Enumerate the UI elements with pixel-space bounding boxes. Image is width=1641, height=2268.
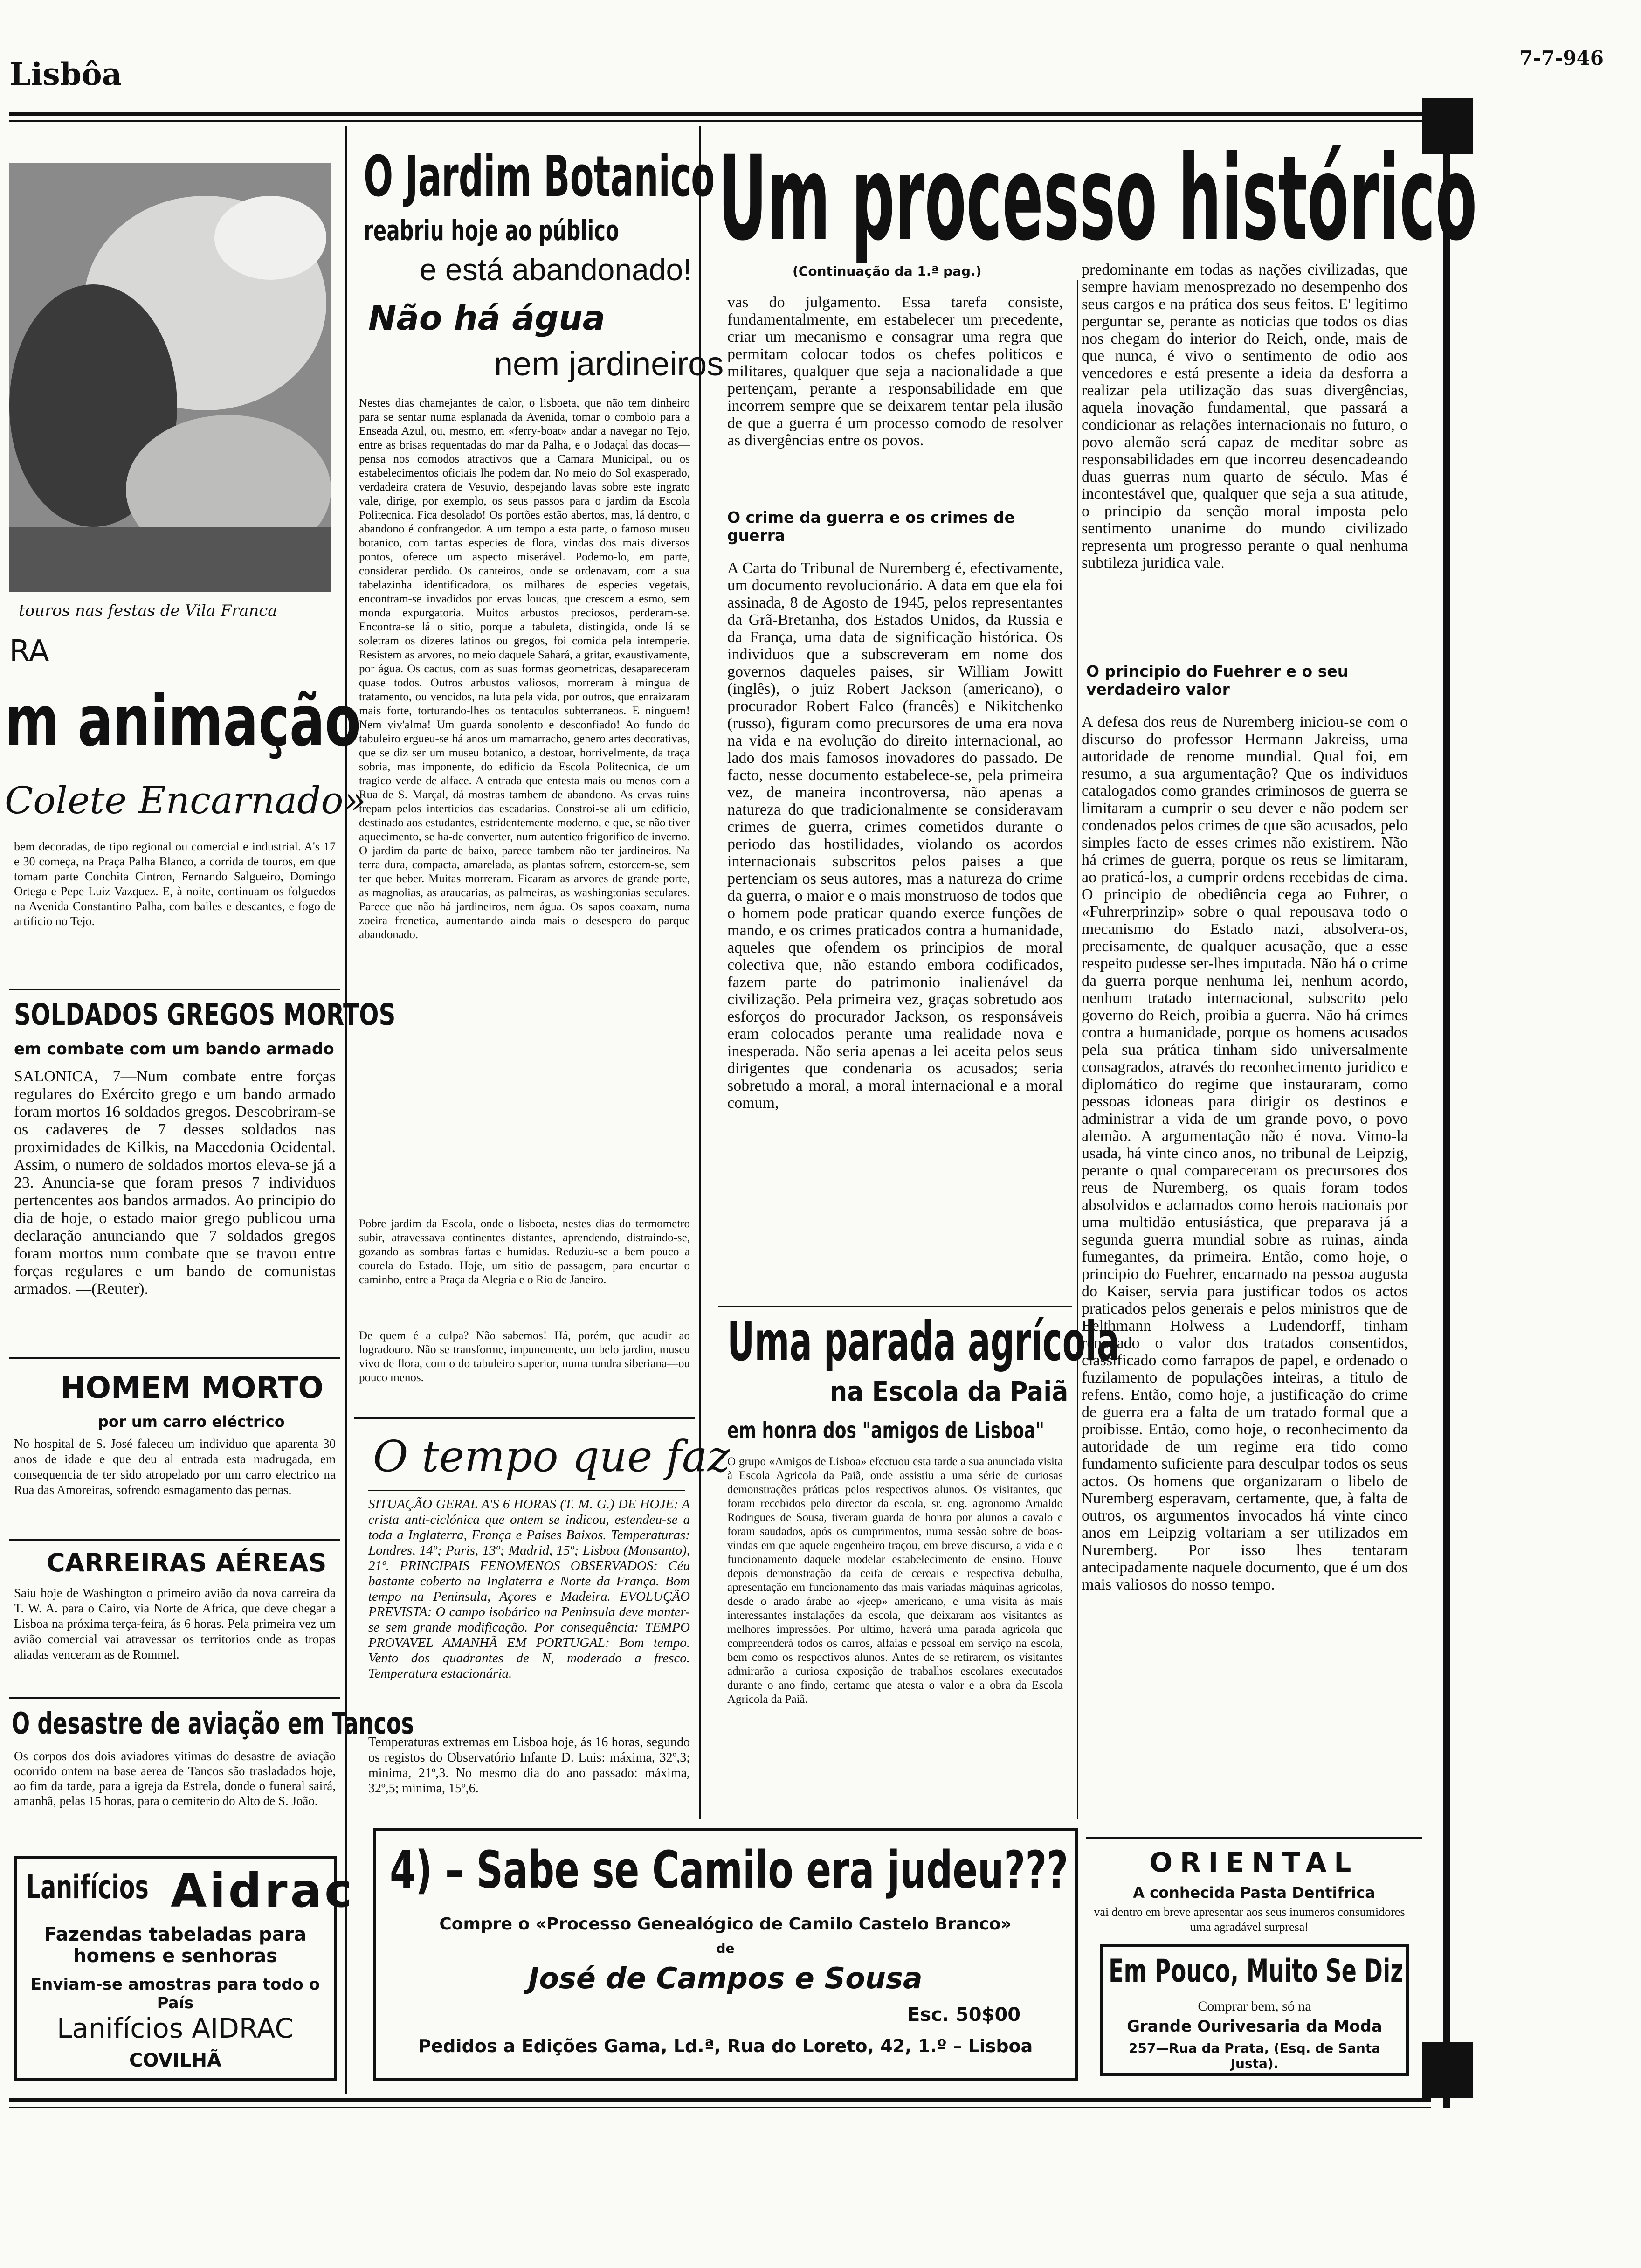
ad-camilo-title: 4) – Sabe se Camilo era judeu??? [390, 1840, 1069, 1900]
processo-col2b: A defesa dos reus de Nuremberg iniciou-se com o discurso do professor Hermann Jakreiss, uma autoridade de renome mundial. Qual foi, em resumo, a sua argumentação? Que os individuos catalogados como grandes criminosos de guerra se limitaram a cumprir o seu dever e não podem ser condenados pelos crimes de que são acusados, pelo simples facto de esses crimes não existirem. Não há crimes de guerra, porque os reus se limitaram, ao praticá-los, a cumprir ordens recebidas de cima. O principio de obediência cega ao Fuhrer, o «Fuhrerprinzip» sobre o qual repousava todo o mecanismo do Estado nazi, absolvera-os, precisamente, de qualquer acusação, que a esse respeito pudesse ser-lhes imputada. Não há o crime da guerra porque nenhuma lei, nenhum acordo, nenhum tratado internacional, subscrito pelo governo do Reich, proibia a guerra. Não há crimes contra a humanidade, porque os homens acusados pela sua prática tinham sido universalmente consagrados, através do reconhecimento juridico e diplomático do regime que instauraram, como pessoas idoneas para dirigir os destinos e administrar a vida de um grande povo, o povo alemão. A argumentação não é nova. Vimo-la usada, há vinte cinco anos, no tribunal de Leipzig, perante o qual compareceram os precursores dos reus de Nuremberg, os quais foram todos absolvidos e aclamados como herois nacionais por uma multidão entusiástica, que preparava já a segunda guerra mundial sobre as ruinas, ainda fumegantes, da primeira. Então, como hoje, o principio do Fuehrer, encarnado na pessoa augusta do Kaiser, servia para justificar todos os actos praticados pelos generais e pelos ministros que de Belthmann Holwess a Ludendorff, tinham renegado o valor dos tratados consentidos, classificado como farrapos de papel, e ordenado o fuzilamento de populações inteiras, a titulo de refens. Então, como hoje, a justificação do crime de guerra era a falta de um tratado formal que a proibisse. Então, como hoje, o reconhecimento da autoridade de um regime era tido como fundamento suficiente para desculpar todos os seus actos. Os homens que organizaram o libelo de Nuremberg esperavam, certamente, que, à falta de outros, os argumentos invocados há vinte cinco anos em Leipzig voltariam a ser utilizados em Nuremberg. Por isso lhes tentaram antecipadamente naquele documento, que é um dos mais valiosos do nosso tempo. [1082, 713, 1408, 1593]
divider [368, 1490, 685, 1491]
photo-caption: touros nas festas de Vila Franca [19, 602, 277, 620]
divider [9, 989, 340, 990]
soldados-body: SALONICA, 7—Num combate entre forças regulares do Exército grego e um bando armado foram mortos 16 soldados gregos. Descobriram-se os cadaveres de 7 desses soldados nas proximidades de Kilkis, na Macedonia Ocidental. Assim, o numero de soldados mortos eleva-se já a 23. Anuncia-se que foram presos 7 individuos pertencentes aos bandos armados. Ao principio do dia de hoje, o estado maior grego publicou uma declaração anunciando que 7 soldados gregos foram mortos num combate que se travou entre forças regulares e um bando de comunistas armados. —(Reuter). [14, 1068, 336, 1298]
bullfight-photo [9, 163, 331, 592]
left-body: bem decoradas, de tipo regional ou comercial e industrial. A's 17 e 30 começa, na Praça Palha Blanco, a corrida de touros, em que tomam parte Conchita Cintron, Fernando Salgueiro, Domingo Ortega e Pepe Luiz Vazquez. E, à noite, continuam os folguedos na Avenida Constantino Palha, com bailes e descantes, e fogo de artificio no Tejo. [14, 840, 336, 928]
processo-headline: Um processo histórico [718, 131, 1477, 266]
column-divider [345, 126, 347, 2094]
photo-image [9, 163, 331, 592]
homem-subhead: por um carro eléctrico [98, 1413, 285, 1431]
ad-camilo-l4: Pedidos a Edições Gama, Ld.ª, Rua do Loreto, 42, 1.º – Lisboa [418, 2036, 1033, 2056]
divider [1086, 1837, 1422, 1839]
ad-aidrac [14, 1856, 355, 2081]
jardim-sub1: reabriu hoje ao público [364, 214, 619, 247]
processo-continuation: (Continuação da 1.ª pag.) [793, 263, 982, 279]
ad-pouco-title: Em Pouco, Muito Se Diz [1109, 1953, 1404, 1990]
tempo-body1: SITUAÇÃO GERAL A'S 6 HORAS (T. M. G.) DE HOJE: A crista anti-ciclónica que ontem se indicou, estendeu-se a toda a Inglaterra, França e Paises Baixos. Temperaturas: Londres, 14º; Paris, 13º; Madrid, 15º; Lisboa (Monsanto), 21º. PRINCIPAIS FENOMENOS OBSERVADOS: Céu bastante coberto na Inglaterra e Norte da França. Bom tempo na Peninsula, Açores e Madeira. EVOLUÇÃO PREVISTA: O campo isobárico na Peninsula deve manter-se sem grande modificação. Por consequência: TEMPO PROVAVEL AMANHÃ EM PORTUGAL: Bom tempo. Vento dos quadrantes de N, moderado a fresco. Temperatura estacionária. [368, 1497, 690, 1681]
top-rule-thin [9, 120, 1431, 122]
divider [9, 1539, 340, 1541]
fragment-letters: RA [9, 634, 49, 669]
desastre-headline: O desastre de aviação em Tancos [12, 1707, 414, 1741]
parada-body: O grupo «Amigos de Lisboa» efectuou esta tarde a sua anunciada visita à Escola Agricola da Paiã, onde assistiu a uma série de curiosas demonstrações práticas pelos respectivos alunos. Os visitantes, que foram recebidos pelo director da escola, sr. eng. agronomo Arnaldo Rodrigues de Sousa, tiveram guarda de honra por alunos a cavalo e foram saudados, após os cumprimentos, numa sessão sobre de boas-vindas em que aquele engenheiro traçou, em breve discurso, a vida e o funcionamento daquele modelar estabelecimento de ensino. Houve depois demonstração da ceifa de cereais e respectiva debulha, apresentação em funcionamento das mais variadas máquinas agricolas, desde o arado árabe ao «jeep» americano, e uma visita às mais interessantes instalações da escola, que deixaram aos visitantes as melhores impressões. Por ultimo, haverá uma parada agricola que compreenderá todos os carros, alfaias e pessoal em serviço na escola, bem como os respectivos alunos. Antes de se retirarem, os visitantes admirarão a curiosa exposição de trabalhos escolares executados durante o ano findo, certame que atesta o valor e a obra da Escola Agricola da Paiã. [727, 1455, 1063, 1706]
jardim-body3: De quem é a culpa? Não sabemos! Há, porém, que acudir ao logradouro. Não se transforme, impunemente, um belo jardim, museu vivo de flora, com o do tabuleiro superior, numa tundra siberiana—ou pouco menos. [359, 1329, 690, 1384]
column-divider [1077, 280, 1078, 1819]
soldados-subhead: em combate com um bando armado [14, 1040, 334, 1058]
divider [718, 1306, 1072, 1307]
divider [354, 1418, 695, 1419]
left-headline: m animação [5, 681, 361, 762]
ad-em-pouco [1100, 1944, 1409, 2076]
jardim-headline: O Jardim Botanico [364, 145, 715, 209]
processo-sub2: O principio do Fuehrer e o seu verdadeiro valor [1086, 662, 1349, 698]
processo-col1b: A Carta do Tribunal de Nuremberg é, efectivamente, um documento revolucionário. A data em que ela foi assinada, 8 de Agosto de 1945, pelos representantes da Grã-Bretanha, dos Estados Unidos, da Russia e da França, uma data de significação histórica. Os individuos que a subscreveram em nome dos governos daqueles paises, sir William Jowitt (inglês), o juiz Robert Jackson (americano), o procurador Robert Falco (francês) e Nikitchenko (russo), figuram como precursores de uma era nova na vida e na evolução do direito internacional, ao lado dos mais famosos inovadores do passado. De facto, nesse documento estabelece-se, pela primeira vez, de maneira incontroversa, não apenas a natureza do que tradicionalmente se consideravam crimes de guerra, crimes cometidos durante o periodo das hostilidades, violando os acordos internacionais subscritos pelos paises a que pertenciam os seus autores, mas a natureza do crime da guerra, o maior e o mais monstruoso de todos que o homem pode praticar quando exerce funções de mando, e os crimes praticados contra a humanidade, aqueles que ofendem os principios de moral colectiva que, não estando embora codificados, fazem parte do patrimonio inalienável da civilização. Pela primeira vez, graças sobretudo aos esforços do procurador Jackson, os responsáveis eram colocados perante uma realidade nova e inesperada. Não seria apenas a lei aceita pelos seus dirigentes que condenaria os acusados; seria sobretudo a moral, a moral internacional e a moral comum, [727, 560, 1063, 1112]
bottom-rule [9, 2098, 1431, 2102]
masthead: Lisbôa [9, 56, 122, 92]
ad-aidrac-l1: Lanifícios [26, 1868, 149, 1906]
ad-camilo [373, 1828, 1078, 2081]
ad-aidrac-l4: Enviam-se amostras para todo o País [30, 1975, 320, 2012]
processo-col1: vas do julgamento. Essa tarefa consiste, fundamentalmente, em estabelecer um precedente, criar um mecanismo e consagrar uma regra que permitam colocar todos os chefes politicos e militares, qualquer que seja a nacionalidade a que pertençam, perante a responsabilidade em que incorrem sempre que se deixarem tentar pela ilusão de que a guerra é um processo comodo de resolver as divergências entre os povos. [727, 294, 1063, 449]
tempo-headline: O tempo que faz [373, 1431, 731, 1481]
tempo-body2: Temperaturas extremas em Lisboa hoje, ás 16 horas, segundo os registos do Observatório Infante D. Luis: máxima, 32º,3; minima, 21º,3. No mesmo dia do ano passado: máxima, 32º,5; minima, 15º,6. [368, 1735, 690, 1796]
right-frame-block-bottom [1422, 2042, 1473, 2098]
jardim-body1: Nestes dias chamejantes de calor, o lisboeta, que não tem dinheiro para se sentar numa esplanada da Avenida, tomar o comboio para a Enseada Azul, ou, mesmo, em «ferry-boat» andar a navegar no Tejo, entre as brisas requentadas do mar da Palha, e o Jodaçal das docas—pensa nos comodos atractivos que a Camara Municipal, ou os estabelecimentos oficiais lhe podem dar. No meio do Sol exasperado, verdadeira cratera de Vesuvio, despejando lavas sobre este ingrato vale, dirige, por exemplo, os seus passos para o jardim da Escola Politecnica. Fica desolado! Os portões estão abertos, mas, lá dentro, o abandono é confrangedor. A um tempo a esta parte, o famoso museu botanico, com tantas especies de flora, vindas dos mais diversos pontos, oferece um aspecto miserável. Podemo-lo, em parte, considerar perdido. Os canteiros, onde se ordenavam, com a sua tabelazinha identificadora, os milhares de especies vegetais, encontram-se invadidos por ervas loucas, que crescem a esmo, sem monda expurgatoria. Muitos arbustos preciosos, perderam-se. Encontra-se lá o sitio, porque a tabuleta, distingida, onde lá se soletram os dizeres latinos ou gregos, foi comida pela intemperie. Resistem as arvores, no meio daquele Sahará, a gritar, exaustivamente, por água. Os cactus, com as suas formas geometricas, desapareceram quase todos. Outros arbustos valiosos, morreram à mingua de tratamento, ou vencidos, na luta pela vida, por outros, que enraizaram mais forte, torturando-lhes os tentaculos subterraneos. E ninguem! Nem viv'alma! Um guarda sonolento e desconfiado! Ao fundo do tabuleiro ergueu-se há anos um mamarracho, genero artes decorativas, que se diz ser um museu botanico, a destoar, horrivelmente, da traça sobria, mas imponente, do edificio da Escola Politecnica, de um tragico verde de alface. A entrada que entesta mais ou menos com a Rua de S. Marçal, dá mostras tambem de abandono. As ervas ruins trepam pelos interticios das escadarias. Constroi-se ali um edificio, destinado aos estudantes, estridentemente moderno, e que, se não tiver aquecimento, se ha-de converter, num autentico frigorifico de inverno. O jardim da parte de baixo, parece tambem não ter jardineiros. Na terra dura, compacta, amarelada, as plantas sofrem, estorcem-se, sem ter que beber. Muitas morreram. Ficaram as arvores de grande porte, as magnolias, as araucarias, as palmeiras, as washingtonias seculares. Parece que não há jardineiros, nem água. Os sapos coaxam, numa zoeira frenetica, aumentando ainda mais o desespero do parque abandonado. [359, 397, 690, 941]
carreiras-headline: CARREIRAS AÉREAS [47, 1548, 327, 1577]
ad-pouco-l1: Comprar bem, só na [1198, 1998, 1311, 2014]
divider [9, 1697, 340, 1699]
ad-pouco-l3: 257—Rua da Prata, (Esq. de Santa Justa). [1128, 2040, 1381, 2071]
ad-camilo-l2: de [716, 1941, 735, 1956]
parada-sub2: em honra dos "amigos de Lisboa" [727, 1418, 1044, 1444]
jardim-sub2: e está abandonado! [420, 252, 692, 287]
carreiras-body: Saiu hoje de Washington o primeiro avião da nova carreira da T. W. A. para o Cairo, via Norte de Africa, que deve chegar a Lisboa na próxima terça-feira, ás 6 horas. Pela primeira vez um avião comercial vai atravessar os territorios onde as tropas aliadas venceram as de Rommel. [14, 1586, 336, 1661]
left-subhead: Colete Encarnado» [5, 779, 366, 822]
homem-headline: HOMEM MORTO [61, 1371, 324, 1405]
ad-aidrac-l6: COVILHÃ [129, 2050, 222, 2071]
ad-oriental-sub: A conhecida Pasta Dentifrica [1133, 1884, 1375, 1902]
ad-camilo-l1: Compre o «Processo Genealógico de Camilo Castelo Branco» [439, 1915, 1012, 1934]
issue-date: 7-7-946 [1519, 47, 1604, 69]
right-frame-line [1443, 140, 1450, 2108]
divider [9, 1357, 340, 1359]
processo-col2: predominante em todas as nações civilizadas, que sempre haviam menosprezado no desempenho dos seus cargos e na prática dos seus feitos. E' legitimo perguntar se, perante as noticias que todos os dias nos chegam do interior do Reich, onde, mais de que nunca, é vivo o sentimento de odio aos vencedores e está presente a ideia da desforra a realizar pela utilização das suas divergências, aquela inovação fundamental, que passará a condicionar as relações internacionais no futuro, o povo alemão será capaz de meditar sobre as responsabilidades em que incorreu desencadeando duas guerras num quarto de século. Mas é incontestável que, qualquer que seja a sua atitude, o principio da senção moral imposta pelo sentimento unanime do mundo civilizado representa um progresso perante o qual nenhuma subtileza juridica vale. [1082, 261, 1408, 572]
jardim-sub3: Não há água [368, 298, 606, 338]
ad-aidrac-l5: Lanifícios AIDRAC [57, 2012, 294, 2044]
processo-sub1: O crime da guerra e os crimes de guerra [727, 508, 1015, 545]
ad-pouco-l2: Grande Ourivesaria da Moda [1127, 2017, 1382, 2036]
ad-aidrac-l3: Fazendas tabeladas para homens e senhoras [44, 1924, 307, 1967]
bottom-rule-thin [9, 2107, 1431, 2108]
ad-camilo-price: Esc. 50$00 [907, 2004, 1021, 2026]
jardim-body2: Pobre jardim da Escola, onde o lisboeta, nestes dias do termometro subir, atravessava continentes distantes, aprendendo, distraindo-se, gozando as sombras fartas e humidas. Reduziu-se a bem pouco a courela do Estado. Hoje, um sitio de passagem, para encurtar o caminho, entre a Praça da Alegria e o Rio de Janeiro. [359, 1217, 690, 1286]
ad-oriental-title: ORIENTAL [1149, 1846, 1359, 1878]
top-rule [9, 112, 1431, 116]
soldados-headline: SOLDADOS GREGOS MORTOS [14, 998, 396, 1032]
ad-aidrac-l2: Aidrac [171, 1863, 355, 1918]
ad-oriental-body: vai dentro em breve apresentar aos seus inumeros consumidores uma agradável surpresa! [1094, 1905, 1405, 1934]
parada-headline: Uma parada agrícola [727, 1310, 1120, 1373]
homem-body: No hospital de S. José faleceu um individuo que aparenta 30 anos de idade e que deu al entrada esta madrugada, em consequencia de ter sido atropelado por um carro electrico na Rua das Amoreiras, sofrendo esmagamento das pernas. [14, 1437, 336, 1497]
ad-camilo-l3: José de Campos e Sousa [528, 1961, 923, 1995]
parada-sub1: na Escola da Paiã [830, 1376, 1069, 1407]
jardim-sub4: nem jardineiros [494, 346, 724, 383]
desastre-body: Os corpos dos dois aviadores vitimas do desastre de aviação ocorrido ontem na base aerea de Tancos são trasladados hoje, ao fim da tarde, para a igreja da Estrela, donde o funeral sairá, amanhã, pelas 15 horas, para o cemiterio do Alto de S. João. [14, 1749, 336, 1808]
